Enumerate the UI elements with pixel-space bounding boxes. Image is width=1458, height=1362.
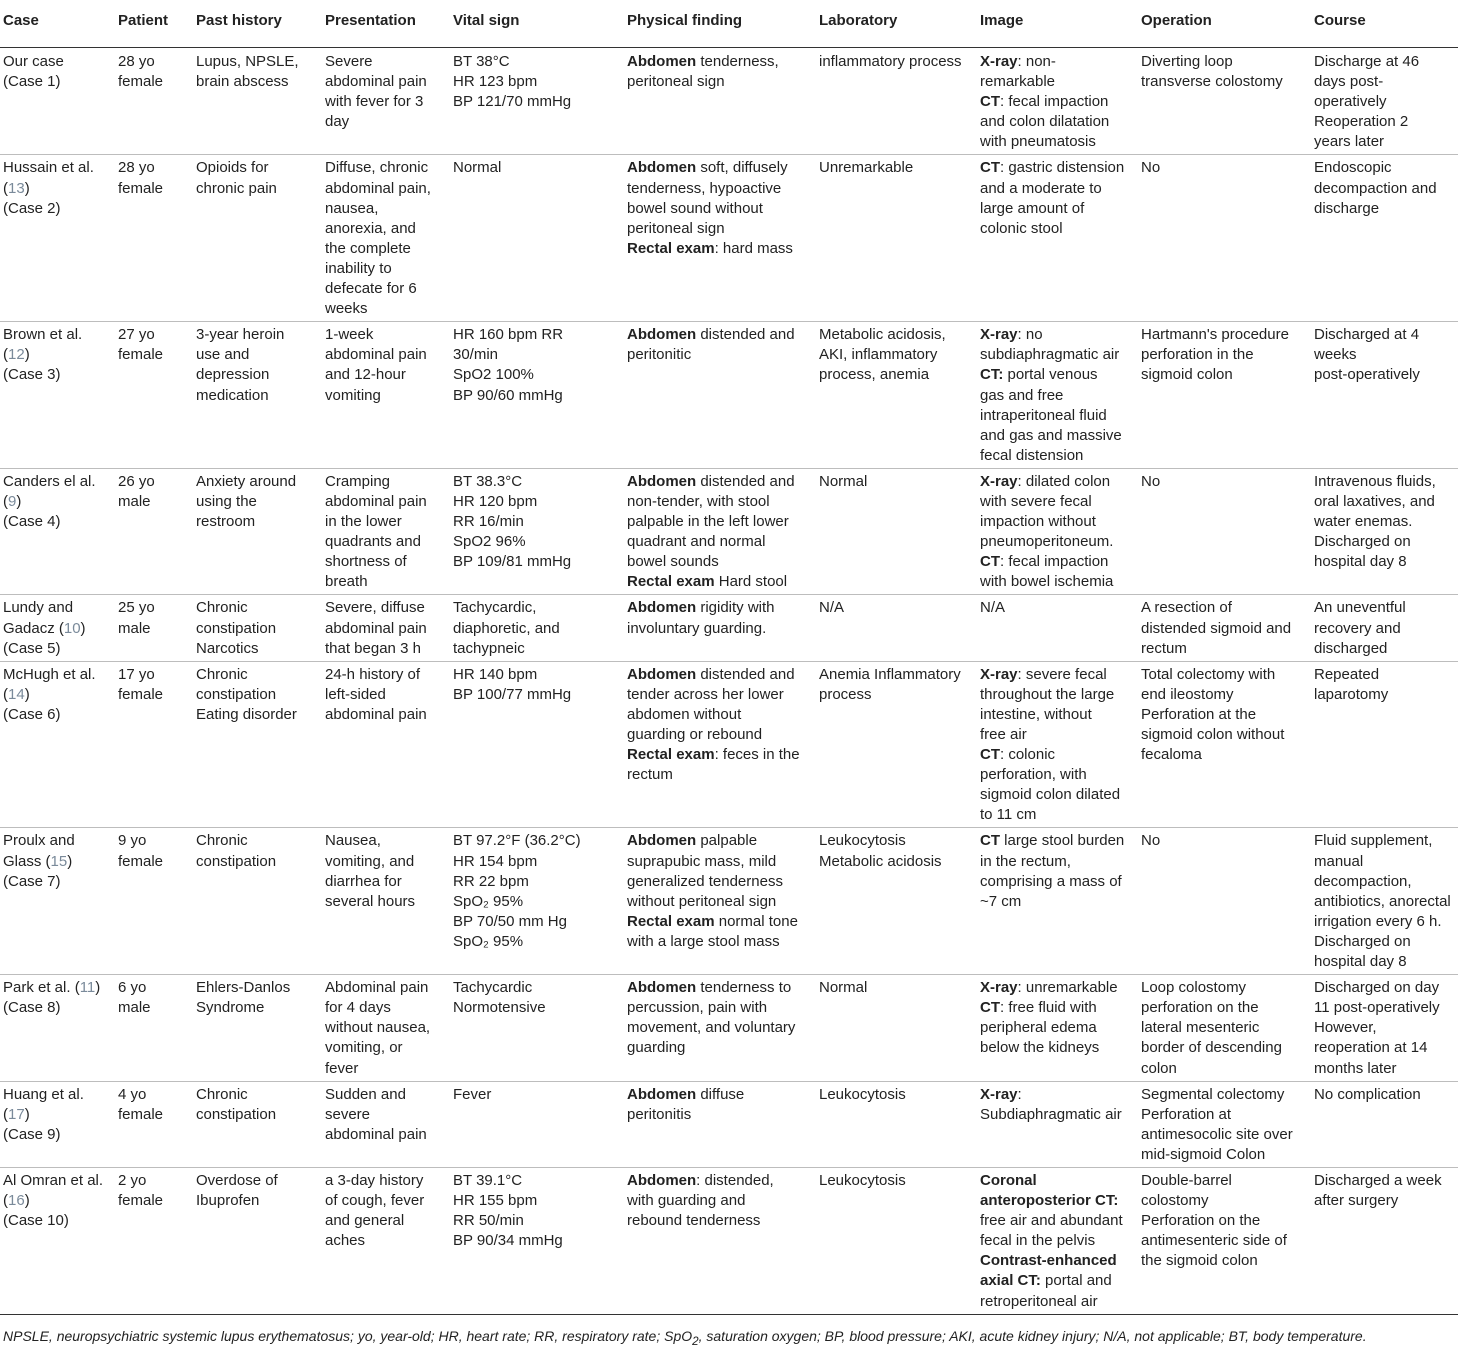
bold-label: Abdomen [627,159,697,177]
cell-case [0,828,114,975]
cell-presentation: Sudden and severe abdominal pain [321,1081,449,1167]
case-number: ) (Case 6) [3,685,61,723]
cell-course: Intravenous fluids, oral laxatives, and water enemas. Discharged on hospital day 8 [1310,468,1458,595]
header-patient: Patient [114,0,192,48]
header-presentation: Presentation [321,0,449,48]
finding-text: : Subdiaphragmatic air [980,1085,1122,1123]
cell-operation: A resection of distended sigmoid and rectum [1137,595,1310,661]
table-row [0,661,1458,828]
case-label: Al Omran et al. ( [3,1171,104,1210]
case-label: Brown et al. ( [3,326,83,364]
cell-case [0,595,114,661]
cell-vital-sign: BT 39.1°C HR 155 bpm RR 50/min BP 90/34 mmHg [449,1167,623,1314]
cell-case [0,975,114,1081]
cell-physical-finding [623,828,815,975]
bold-label: Rectal exam [627,912,715,930]
cell-patient: 6 yo male [114,975,192,1081]
bold-label: Abdomen [627,1085,697,1103]
header-operation: Operation [1137,0,1310,48]
bold-label: Rectal exam [627,746,715,764]
cell-operation: Segmental colectomy Perforation at antimesocolic site over mid-sigmoid Colon [1137,1081,1310,1167]
bold-label: Abdomen [627,665,697,683]
finding-text: tenderness to percussion, pain with movement, and voluntary guarding [627,979,796,1057]
cell-past-history: Chronic constipation [192,1081,321,1167]
cell-case [0,155,114,322]
finding-text: : fecal impaction and colon dilatation with pneumatosis [980,93,1110,151]
cell-image [976,1081,1137,1167]
citation-link[interactable]: 13 [8,179,25,197]
finding-text: : dilated colon with severe fecal impaction without pneumoperitoneum. [980,472,1114,551]
finding-text: : severe fecal throughout the large intestine, without free air [980,665,1115,743]
case-number: ) (Case 3) [3,346,61,384]
cell-case [0,1081,114,1167]
cell-laboratory: Normal [815,468,976,595]
table-row [0,322,1458,469]
cell-operation: No [1137,828,1310,975]
case-number: ) (Case 9) [3,1105,61,1143]
cell-patient: 17 yo female [114,661,192,828]
finding-text: free air and abundant fecal in the pelvis [980,1212,1123,1250]
cell-patient: 2 yo female [114,1167,192,1314]
cell-past-history: Ehlers-Danlos Syndrome [192,975,321,1081]
finding-text: : free fluid with peripheral edema below the kidneys [980,999,1100,1057]
bold-label: X-ray [980,979,1018,997]
cell-case [0,661,114,828]
case-number: ) (Case 7) [3,852,73,890]
cell-past-history: Chronic constipation Narcotics [192,595,321,661]
citation-link[interactable]: 10 [63,619,81,637]
cell-image [976,661,1137,828]
cell-laboratory: Metabolic acidosis, AKI, inflammatory process, anemia [815,322,976,469]
cell-vital-sign: HR 160 bpm RR 30/min SpO2 100% BP 90/60 mmHg [449,322,623,469]
bold-label: Abdomen [627,326,697,344]
cell-past-history: Lupus, NPSLE, brain abscess [192,48,321,155]
case-number: ) (Case 8) [3,979,101,1017]
header-vital-sign: Vital sign [449,0,623,48]
citation-link[interactable]: 15 [50,852,68,870]
bold-label: Rectal exam [627,573,715,591]
cell-physical-finding [623,322,815,469]
cell-vital-sign: Tachycardic Normotensive [449,975,623,1081]
cell-course: No complication [1310,1081,1458,1167]
cell-operation: Double-barrel colostomy Perforation on the antimesenteric side of the sigmoid colon [1137,1167,1310,1314]
bold-label: CT [980,832,1000,850]
bold-label: CT [980,746,1000,764]
header-physical-finding: Physical finding [623,0,815,48]
cell-physical-finding [623,1081,815,1167]
finding-text: : no subdiaphragmatic air [980,326,1120,364]
bold-label: Abdomen [627,472,697,490]
bold-label: Abdomen [627,832,697,850]
finding-text: soft, diffusely tenderness, hypoactive bowel sound without peritoneal sign [627,159,788,237]
table-row [0,828,1458,975]
header-row [0,0,1458,48]
cell-laboratory: Unremarkable [815,155,976,322]
cell-vital-sign: BT 38.3°C HR 120 bpm RR 16/min SpO2 96% BP 109/81 mmHg [449,468,623,595]
header-laboratory: Laboratory [815,0,976,48]
cell-laboratory: Anemia Inflammatory process [815,661,976,828]
finding-text: rigidity with involuntary guarding. [627,599,775,637]
cell-presentation: Diffuse, chronic abdominal pain, nausea, anorexia, and the complete inability to defecate for 6 weeks [321,155,449,322]
cell-operation: Total colectomy with end ileostomy Perforation at the sigmoid colon without fecaloma [1137,661,1310,828]
cell-operation: Hartmann's procedure perforation in the sigmoid colon [1137,322,1310,469]
bold-label: X-ray [980,326,1018,344]
bold-label: Abdomen [627,599,697,617]
cell-patient: 27 yo female [114,322,192,469]
case-label: Park et al. ( [3,979,80,997]
cell-physical-finding [623,48,815,155]
bold-label: CT [980,553,1000,571]
table-row [0,595,1458,661]
table-row [0,1167,1458,1314]
cell-presentation: Cramping abdominal pain in the lower quadrants and shortness of breath [321,468,449,595]
cell-presentation: Abdominal pain for 4 days without nausea, vomiting, or fever [321,975,449,1081]
cell-vital-sign: BT 38°C HR 123 bpm BP 121/70 mmHg [449,48,623,155]
header-case: Case [0,0,114,48]
bold-label: Abdomen [627,53,697,70]
cell-laboratory: N/A [815,595,976,661]
case-number: ) (Case 2) [3,179,61,217]
cell-operation: Loop colostomy perforation on the lateral mesenteric border of descending colon [1137,975,1310,1081]
cell-laboratory: Leukocytosis Metabolic acidosis [815,828,976,975]
bold-label: CT: [980,366,1004,384]
cell-vital-sign: Fever [449,1081,623,1167]
citation-link[interactable]: 11 [79,979,96,997]
case-label: Hussain et al. ( [3,159,94,197]
cell-course: An uneventful recovery and discharged [1310,595,1458,661]
case-number: ) (Case 10) [3,1192,69,1230]
table-row [0,1081,1458,1167]
cell-patient: 25 yo male [114,595,192,661]
header-image: Image [976,0,1137,48]
cell-course: Fluid supplement, manual decompaction, antibiotics, anorectal irrigation every 6 h. Discharged on hospital day 8 [1310,828,1458,975]
cell-physical-finding [623,1167,815,1314]
cell-case [0,1167,114,1314]
finding-text: distended and tender across her lower abdomen without guarding or rebound [627,665,795,743]
cell-operation: No [1137,155,1310,322]
finding-text: : fecal impaction with bowel ischemia [980,553,1114,591]
bold-label: Rectal exam [627,239,715,257]
cell-course: Endoscopic decompaction and discharge [1310,155,1458,322]
bold-label: CT [980,159,1000,177]
case-label: Lundy and Gadacz ( [3,599,74,637]
cell-physical-finding [623,468,815,595]
cell-image [976,322,1137,469]
table-row [0,468,1458,595]
footnote-text: NPSLE, neuropsychiatric systemic lupus erythematosus; yo, year-old; HR, heart rate; RR, respiratory rate; SpO [3,1327,693,1344]
case-number: ) (Case 5) [3,619,86,657]
cell-vital-sign: BT 97.2°F (36.2°C) HR 154 bpm RR 22 bpm SpO₂ 95% BP 70/50 mm Hg SpO₂ 95% [449,828,623,975]
citation-link[interactable]: 14 [8,685,25,703]
case-label: Proulx and Glass ( [3,832,75,870]
cell-vital-sign: Normal [449,155,623,322]
finding-text: palpable suprapubic mass, mild generalized tenderness without peritoneal sign [627,832,783,910]
citation-link[interactable]: 17 [8,1105,25,1123]
cell-image [976,828,1137,975]
cell-patient: 28 yo female [114,48,192,155]
finding-text: diffuse peritonitis [627,1085,745,1123]
finding-text: : non- remarkable [980,53,1056,91]
table-footnote [0,1315,1458,1362]
cell-patient: 9 yo female [114,828,192,975]
bold-label: X-ray [980,665,1018,683]
cell-course: Discharged at 4 weeks post-operatively [1310,322,1458,469]
finding-text: distended and peritonitic [627,326,795,364]
cell-patient: 28 yo female [114,155,192,322]
cell-course: Repeated laparotomy [1310,661,1458,828]
cell-presentation: 1-week abdominal pain and 12-hour vomiting [321,322,449,469]
citation-link[interactable]: 12 [8,346,25,364]
cell-case [0,468,114,595]
case-label: McHugh et al. ( [3,665,96,703]
finding-text: : gastric distension and a moderate to large amount of colonic stool [980,159,1125,237]
table-body [0,48,1458,1315]
cell-presentation: Nausea, vomiting, and diarrhea for several hours [321,828,449,975]
cell-course: Discharged on day 11 post-operatively However, reoperation at 14 months later [1310,975,1458,1081]
cell-course: Discharge at 46 days post- operatively Reoperation 2 years later [1310,48,1458,155]
case-label: Our case (Case 1) [3,53,64,91]
cell-case [0,48,114,155]
cell-operation: No [1137,468,1310,595]
cell-image [976,1167,1137,1314]
cell-past-history: Overdose of Ibuprofen [192,1167,321,1314]
bold-label: X-ray [980,472,1018,490]
cell-patient: 26 yo male [114,468,192,595]
finding-text: : feces in the rectum [627,746,800,784]
finding-text: distended and non-tender, with stool palpable in the left lower quadrant and normal bowel sounds [627,472,795,571]
finding-text: large stool burden in the rectum, comprising a mass of ~7 cm [980,832,1125,910]
table-row [0,155,1458,322]
header-past-history: Past history [192,0,321,48]
cell-image [976,595,1137,661]
finding-text: N/A [980,599,1006,617]
cell-image [976,48,1137,155]
finding-text: : distended, with guarding and rebound tenderness [627,1171,774,1230]
finding-text: normal tone with a large stool mass [627,912,798,950]
cell-operation: Diverting loop transverse colostomy [1137,48,1310,155]
case-label: Huang et al. ( [3,1085,84,1123]
cell-image [976,468,1137,595]
cell-physical-finding [623,975,815,1081]
finding-text: portal venous gas and free intraperitoneal fluid and gas and massive fecal distension [980,366,1122,464]
finding-text: : hard mass [714,239,793,257]
cell-physical-finding [623,661,815,828]
cell-vital-sign: HR 140 bpm BP 100/77 mmHg [449,661,623,828]
cell-patient: 4 yo female [114,1081,192,1167]
bold-label: Abdomen [627,979,697,997]
cell-laboratory: Leukocytosis [815,1167,976,1314]
bold-label: Contrast-enhanced axial CT: [980,1252,1117,1290]
case-number: ) (Case 4) [3,492,61,531]
footnote-subscript: 2 [692,1334,699,1348]
cell-presentation: Severe abdominal pain with fever for 3 day [321,48,449,155]
finding-text: : unremarkable [1017,979,1118,997]
citation-link[interactable]: 16 [8,1192,25,1210]
citation-link[interactable]: 9 [8,492,17,510]
cell-past-history: Chronic constipation [192,828,321,975]
cell-case [0,322,114,469]
cell-laboratory: inflammatory process [815,48,976,155]
case-label: Canders el al. ( [3,472,96,510]
table-row [0,975,1458,1081]
cell-laboratory: Leukocytosis [815,1081,976,1167]
cell-image [976,975,1137,1081]
bold-label: X-ray [980,1085,1018,1103]
cell-presentation: a 3-day history of cough, fever and general aches [321,1167,449,1314]
cell-presentation: Severe, diffuse abdominal pain that began 3 h [321,595,449,661]
cell-past-history: Opioids for chronic pain [192,155,321,322]
bold-label: CT [980,93,1000,111]
cell-physical-finding [623,595,815,661]
table-row [0,48,1458,155]
bold-label: X-ray [980,53,1018,70]
cell-laboratory: Normal [815,975,976,1081]
footnote-text-end: , saturation oxygen; BP, blood pressure; AKI, acute kidney injury; N/A, not applicable; BT, body temperature. [698,1327,1367,1344]
cell-past-history: Chronic constipation Eating disorder [192,661,321,828]
bold-label: Abdomen [627,1171,697,1189]
finding-text: portal and retroperitoneal air [980,1272,1112,1310]
cell-presentation: 24-h history of left-sided abdominal pain [321,661,449,828]
finding-text: Hard stool [714,573,788,591]
cell-physical-finding [623,155,815,322]
cell-past-history: 3-year heroin use and depression medication [192,322,321,469]
bold-label: CT [980,999,1000,1017]
cell-course: Discharged a week after surgery [1310,1167,1458,1314]
header-course: Course [1310,0,1458,48]
cell-past-history: Anxiety around using the restroom [192,468,321,595]
finding-text: tenderness, peritoneal sign [627,53,779,91]
cell-vital-sign: Tachycardic, diaphoretic, and tachypneic [449,595,623,661]
cell-image [976,155,1137,322]
finding-text: : colonic perforation, with sigmoid colon dilated to 11 cm [980,746,1121,824]
bold-label: Coronal anteroposterior CT: [980,1171,1119,1210]
